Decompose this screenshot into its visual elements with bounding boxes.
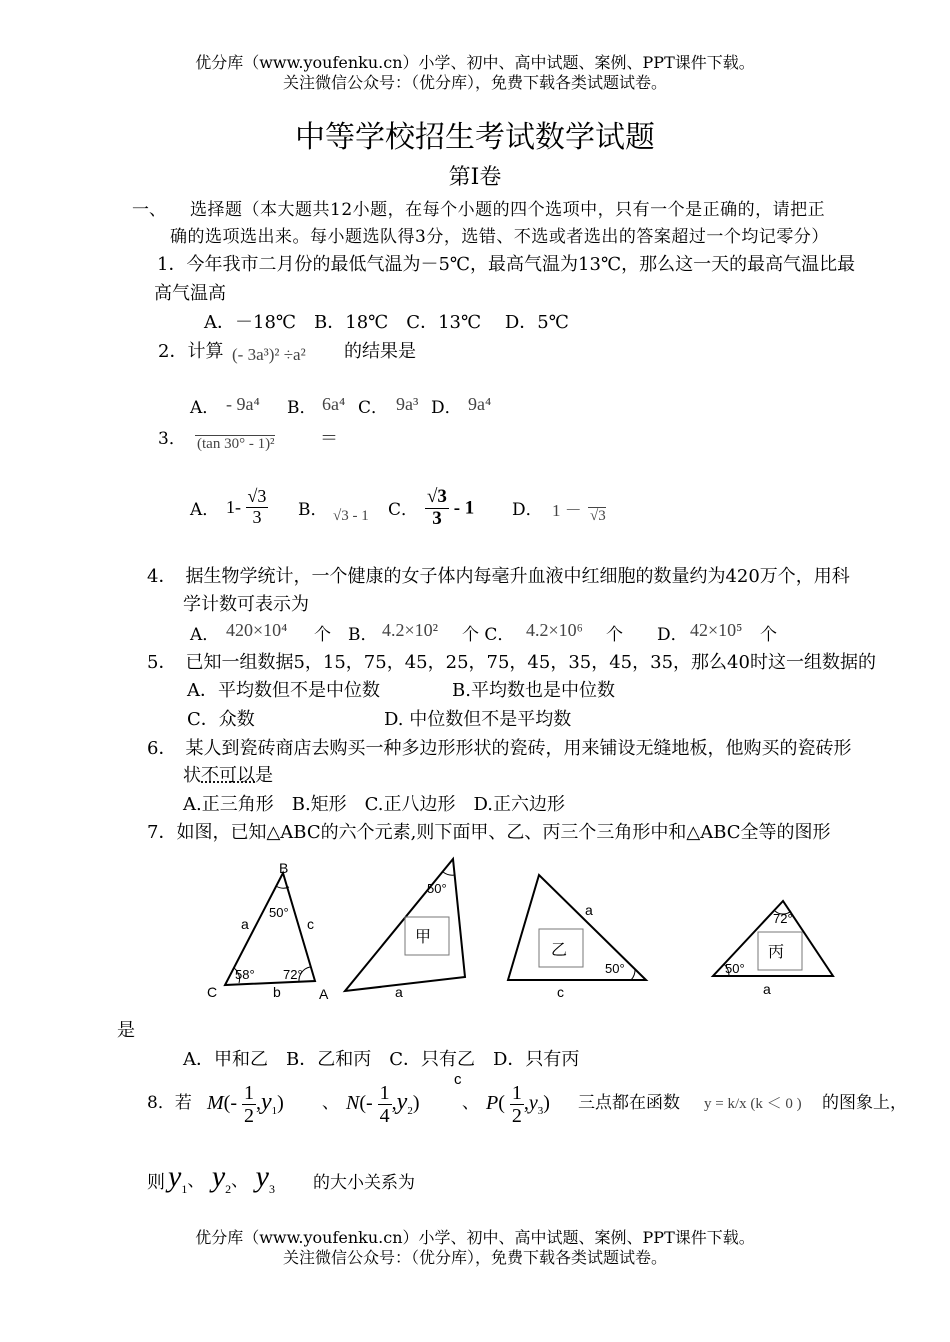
q8-line-2-prefix: 则 [147, 1172, 165, 1193]
q2-option-c-value: 9a³ [396, 394, 419, 414]
q3-label: 3． [158, 429, 186, 449]
q3-option-b-value: √3 - 1 [333, 508, 369, 524]
triangle-yi [508, 875, 646, 980]
q8-m-fraction [242, 1082, 256, 1127]
q3-option-a-label: A． [190, 500, 220, 520]
q3-option-c-suffix: - 1 [453, 497, 475, 519]
header-line-2: 关注微信公众号：（优分库），免费下载各类试题试卷。 [282, 73, 667, 92]
label-side-a: a [241, 916, 249, 932]
label-angle-72: 72° [283, 967, 303, 982]
q6-line-2a: 状 [183, 765, 201, 786]
q4-line-2: 学计数可表示为 [183, 594, 309, 615]
q2-option-d-value: 9a⁴ [468, 394, 492, 414]
q4-option-a-label: A． [190, 625, 220, 645]
q3-expression [195, 436, 275, 453]
section-number: 一、 [132, 200, 166, 220]
q8-p-letter: P [486, 1092, 499, 1115]
q3-option-a-den: 3 [246, 507, 269, 528]
q3-option-c-fraction [425, 487, 449, 530]
q2-option-b-label: B． [287, 398, 317, 418]
label-yi-a: a [585, 902, 593, 918]
q2-expression: (- 3a³)² ÷a² [232, 345, 306, 364]
q7-continuation: 是 [117, 1020, 135, 1041]
q4-option-a-value: 420×10⁴ [226, 620, 288, 640]
label-bing-a: a [763, 981, 771, 997]
q8-label: 8．若 [147, 1093, 192, 1113]
label-b: B [279, 860, 289, 876]
q8-y-variables: $y_1$、 $y_2$、 $y_3$ [168, 1160, 275, 1196]
label-bing-50: 50° [725, 961, 745, 976]
q2-option-d-label: D． [431, 398, 462, 418]
q6-line-2 [183, 761, 273, 787]
q8-n-num: 1 [379, 1082, 390, 1104]
q3-expression-text: (tan 30° - 1)² [197, 436, 275, 452]
q4-option-d-label: 个 D． [606, 625, 688, 645]
label-c-vertex: C [207, 984, 218, 1000]
q3-option-a-num: √3 [247, 486, 267, 506]
q2-label: 2．计算 [158, 341, 224, 362]
q2-option-a-label: A． [190, 398, 220, 418]
q8-p-num: 1 [511, 1082, 522, 1104]
q7-line-1: 7．如图，已知△ABC的六个元素,则下面甲、乙、丙三个三角形中和△ABC全等的图形 [147, 822, 831, 843]
q6-line-1: 6． 某人到瓷砖商店去购买一种多边形形状的瓷砖，用来铺设无缝地板，他购买的瓷砖形 [147, 738, 852, 759]
footer-line-2: 关注微信公众号：（优分库），免费下载各类试题试卷。 [282, 1248, 667, 1267]
volume-title: 第Ⅰ卷 [448, 165, 502, 190]
label-side-c: c [307, 916, 314, 932]
q8-p-fraction [510, 1082, 524, 1127]
arc-yi [631, 969, 635, 980]
q8-point-n: N(- $\frac{1}{4}$ $,y_2$) [346, 1082, 420, 1127]
section-text-1: 选择题（本大题共12小题，在每个小题的四个选项中，只有一个是正确的，请把正 [190, 200, 826, 220]
q5-option-c: C．众数 [187, 709, 255, 730]
q8-n-fraction [378, 1082, 392, 1127]
q3-option-d-label: D． [512, 500, 543, 520]
q3-option-c-label: C． [388, 500, 419, 520]
header-line-1: 优分库（www.youfenku.cn）小学、初中、高中试题、案例、PPT课件下载。 [195, 53, 755, 72]
label-angle-50: 50° [269, 905, 289, 920]
label-yi-c: c [557, 984, 564, 1000]
footer-line-1: 优分库（www.youfenku.cn）小学、初中、高中试题、案例、PPT课件下载。 [195, 1228, 755, 1247]
q5-option-a: A．平均数但不是中位数 [187, 680, 380, 701]
label-jia-50: 50° [427, 881, 447, 896]
label-bing-72: 72° [773, 911, 793, 926]
label-a-vertex: A [319, 986, 329, 1002]
q5-option-b: B.平均数也是中位数 [452, 680, 615, 701]
label-jia: 甲 [415, 929, 432, 946]
q8-line-2-suffix: 的大小关系为 [313, 1173, 415, 1193]
q1-options: A．－18℃ B．18℃ C．13℃ D．5℃ [204, 312, 569, 333]
q6-line-2c: 是 [255, 765, 273, 786]
q8-point-m: M(- $\frac{1}{2}$ $,y_1$) [207, 1082, 284, 1127]
arc-jia [443, 872, 455, 875]
q6-emphasis: 不可以 [201, 765, 255, 786]
q8-m-letter: M [207, 1092, 224, 1115]
q4-option-b-value: 4.2×10² [382, 620, 439, 640]
q8-n-letter: N [346, 1092, 360, 1115]
q2-option-a-value: - 9a⁴ [226, 394, 260, 414]
q6-options: A.正三角形 B.矩形 C.正八边形 D.正六边形 [183, 794, 566, 815]
q1-line-2: 高气温高 [154, 283, 226, 304]
q4-option-c-label: 个 C． [462, 625, 515, 645]
q8-point-p: P( $\frac{1}{2}$ $,y_3$) [486, 1082, 550, 1127]
q4-option-b-label: 个 B． [314, 625, 378, 645]
q8-m-den: 2 [244, 1105, 254, 1127]
label-yi-50: 50° [605, 961, 625, 976]
label-jia-a: a [395, 984, 403, 1000]
label-angle-58: 58° [235, 967, 255, 982]
q8-function: y = k/x (k ＜ 0 ) [704, 1096, 802, 1112]
q8-n-den: 4 [379, 1105, 390, 1127]
q7-options: A．甲和乙 B．乙和丙 C．只有乙 D．只有丙 [183, 1049, 580, 1070]
q4-tail: 个 [760, 625, 777, 645]
label-yi: 乙 [551, 942, 568, 959]
q1-line-1: 1．今年我市二月份的最低气温为－5℃，最高气温为13℃，那么这一天的最高气温比最 [157, 254, 856, 275]
section-text-2: 确的选项选出来。每小题选队得3分，选错、不选或者选出的答案超过一个均记零分） [170, 227, 829, 247]
q3-option-a-fraction [246, 487, 269, 528]
q3-option-a-prefix: 1- [226, 496, 241, 517]
q7-figure [195, 855, 845, 1005]
q3-option-d-sqrt [588, 508, 606, 525]
q3-option-b-label: B． [298, 500, 328, 520]
q8-middle-text: 三点都在函数 [578, 1093, 680, 1113]
q2-option-b-value: 6a⁴ [322, 394, 346, 414]
q8-m-num: 1 [244, 1082, 254, 1104]
q3-equals: ＝ [320, 428, 338, 449]
q3-option-a-value [226, 487, 268, 528]
q5-line-1: 5． 已知一组数据5，15，75，45，25，75，45，35，45，35，那么40时这一组数据的 [147, 652, 876, 673]
q8-tail: 的图象上， [822, 1093, 907, 1113]
q2-option-c-label: C． [358, 398, 389, 418]
label-side-b: b [273, 984, 281, 1000]
q5-option-d: D. 中位数但不是平均数 [384, 709, 572, 730]
q8-sep-1: 、 [322, 1093, 339, 1113]
q2-suffix: 的结果是 [344, 341, 416, 362]
q3-option-c-den: 3 [425, 508, 449, 530]
q3-option-c-num: √3 [427, 486, 447, 507]
q4-line-1: 4． 据生物学统计，一个健康的女子体内每毫升血液中红细胞的数量约为420万个，用科 [147, 566, 850, 587]
q7-stray-c: c [454, 1071, 462, 1088]
q3-option-d-value: 1 － [552, 501, 582, 520]
label-bing: 丙 [768, 944, 785, 961]
q3-option-c-value [425, 487, 474, 530]
q8-p-den: 2 [511, 1105, 522, 1127]
q4-option-c-value: 4.2×10⁶ [526, 620, 583, 640]
q3-option-d-sqrt-text: √3 [590, 508, 606, 524]
q8-sep-2: 、 [462, 1093, 479, 1113]
page-title: 中等学校招生考试数学试题 [295, 120, 655, 155]
q4-option-d-value: 42×10⁵ [690, 620, 743, 640]
